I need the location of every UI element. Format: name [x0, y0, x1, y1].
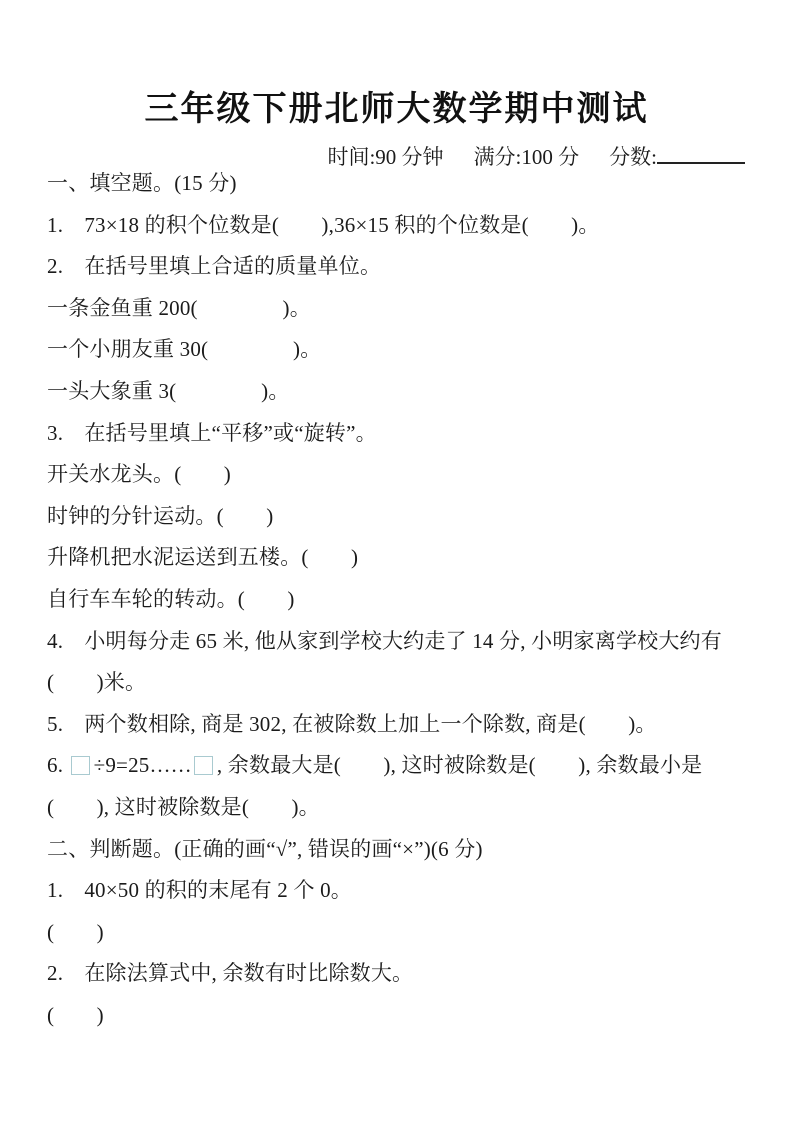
document-line — [47, 787, 747, 829]
document-line — [47, 995, 747, 1037]
document-line — [47, 496, 747, 538]
document-line — [47, 953, 747, 995]
score-label: 分数: — [609, 145, 657, 169]
full-score-label: 满分:100 分 — [473, 145, 580, 169]
document-line — [47, 288, 747, 330]
line-text: ÷9=25…… — [93, 753, 192, 778]
line-text: 6. — [47, 753, 69, 778]
line-text: 4. 小明每分走 65 米, 他从家到学校大约走了 14 分, 小明家离学校大约有 — [47, 628, 722, 653]
line-text: 升降机把水泥运送到五楼。( ) — [47, 545, 359, 570]
line-text: ( ) — [47, 1002, 104, 1027]
line-text: 1. 73×18 的积个位数是( ),36×15 积的个位数是( )。 — [47, 212, 600, 237]
line-text: 一、填空题。(15 分) — [47, 171, 237, 195]
document-line — [47, 745, 747, 787]
document-lines — [47, 163, 747, 1036]
document-line — [47, 454, 747, 496]
line-text: 开关水龙头。( ) — [47, 462, 231, 487]
line-text: 2. 在括号里填上合适的质量单位。 — [47, 254, 382, 279]
document-line — [47, 870, 747, 912]
answer-box — [194, 756, 213, 775]
line-text: 5. 两个数相除, 商是 302, 在被除数上加上一个除数, 商是( )。 — [47, 711, 657, 736]
document-line — [47, 704, 747, 746]
document-line — [47, 579, 747, 621]
page-title: 三年级下册北师大数学期中测试 — [144, 90, 649, 128]
document-line — [47, 537, 747, 579]
line-text: 自行车车轮的转动。( ) — [47, 586, 295, 611]
line-text: 一头大象重 3( )。 — [47, 378, 290, 403]
line-text: 3. 在括号里填上“平移”或“旋转”。 — [47, 420, 377, 445]
line-text: 1. 40×50 的积的末尾有 2 个 0。 — [47, 878, 352, 903]
document-line — [47, 246, 747, 288]
line-text: ( )米。 — [47, 670, 147, 695]
document-line — [47, 662, 747, 704]
document-line — [47, 829, 747, 871]
document-line — [47, 163, 747, 205]
answer-box — [71, 756, 90, 775]
line-text: 时钟的分针运动。( ) — [47, 503, 274, 528]
document-line — [47, 205, 747, 247]
line-text: ( ), 这时被除数是( )。 — [47, 794, 320, 819]
score-blank-underline — [657, 140, 745, 164]
line-text: ( ) — [47, 919, 104, 944]
line-text: 2. 在除法算式中, 余数有时比除数大。 — [47, 961, 414, 986]
document-line — [47, 621, 747, 663]
line-text: , 余数最大是( ), 这时被除数是( ), 余数最小是 — [216, 753, 703, 778]
document-line — [47, 912, 747, 954]
document-line — [47, 371, 747, 413]
document-line — [47, 329, 747, 371]
line-text: 二、判断题。(正确的画“√”, 错误的画“×”)(6 分) — [47, 836, 483, 861]
document-line — [47, 413, 747, 455]
line-text: 一个小朋友重 30( )。 — [47, 337, 322, 362]
time-limit-label: 时间:90 分钟 — [327, 145, 444, 169]
line-text: 一条金鱼重 200( )。 — [47, 295, 311, 320]
